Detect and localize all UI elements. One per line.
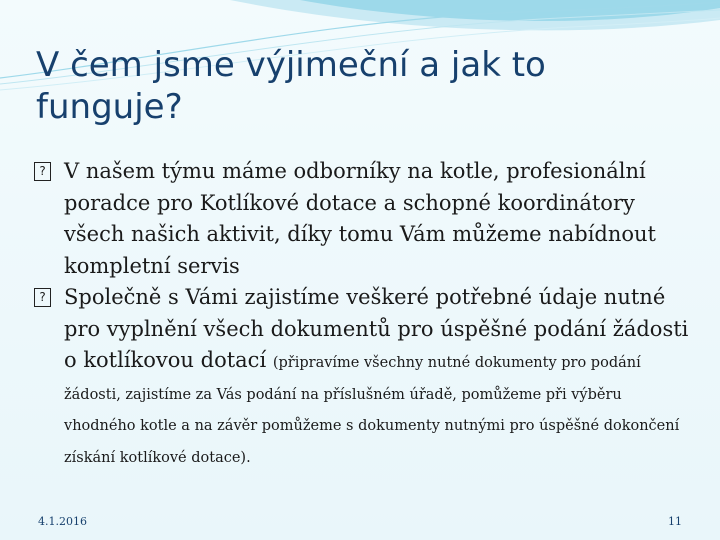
paragraph-note: (připravíme všechny nutné dokumenty pro podání žádosti, zajistíme za Vás podání na příslušném úřadě, pomůžeme při výběru vhodného kotle a na závěr pomůžeme s dokumenty nutnými pro úspěšné dokončení získání kotlíkové dotace). xyxy=(64,355,680,466)
paragraph-text: Společně s Vámi zajistíme veškeré potřebné údaje nutné pro vyplnění všech dokumentů pro úspěšné podání žádosti o kotlíkovou dotací xyxy=(64,285,689,372)
missing-glyph-box-icon: ? xyxy=(34,162,51,181)
paragraph-text: V našem týmu máme odborníky na kotle, profesionální poradce pro Kotlíkové dotace a schopné koordinátory všech našich aktivit, díky tomu Vám můžeme nabídnout kompletní servis xyxy=(64,159,656,278)
slide-body xyxy=(34,156,694,471)
footer-date: 4.1.2016 xyxy=(38,515,87,528)
missing-glyph-box-icon: ? xyxy=(34,288,51,307)
page-number: 11 xyxy=(668,515,682,528)
bullet-paragraph xyxy=(34,282,694,471)
bullet-paragraph xyxy=(34,156,694,282)
slide-title: V čem jsme výjimeční a jak to funguje? xyxy=(36,45,546,127)
